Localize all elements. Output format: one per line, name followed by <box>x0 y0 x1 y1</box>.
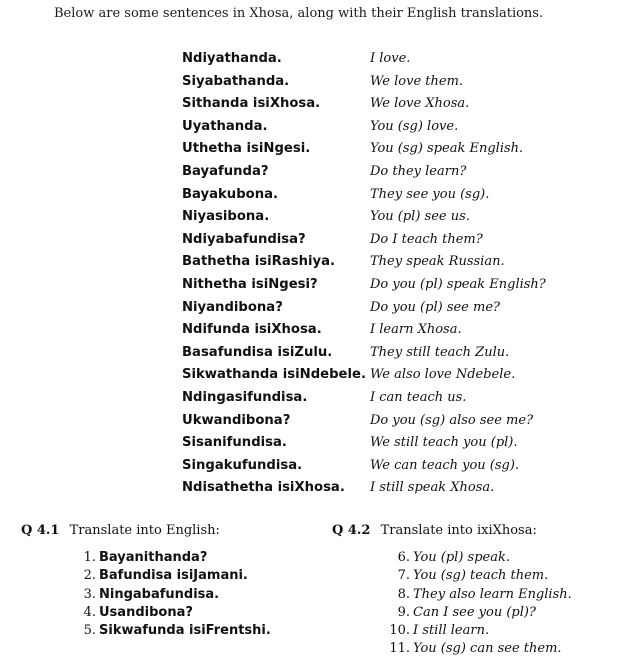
english-translation: I can teach us. <box>370 389 467 405</box>
xhosa-sentence: Uyathanda. <box>182 118 268 134</box>
xhosa-sentence: Bathetha isiRashiya. <box>182 254 335 270</box>
item-number: 8. <box>397 586 410 602</box>
xhosa-sentence: Bayakubona. <box>182 186 278 202</box>
item-number: 4. <box>83 604 96 620</box>
xhosa-sentence: Siyabathanda. <box>182 73 290 89</box>
english-translation: They still teach Zulu. <box>370 344 510 360</box>
item-number: 6. <box>397 550 410 565</box>
exercise-item <box>66 546 271 564</box>
item-number: 1. <box>83 550 96 565</box>
xhosa-sentence: Bayafunda? <box>182 163 269 179</box>
english-translation: Do you (sg) also see me? <box>370 412 534 428</box>
exercise-item <box>380 564 572 582</box>
english-translation: We love them. <box>370 73 464 89</box>
item-text: I still learn. <box>413 623 490 639</box>
exercise-item <box>66 564 271 582</box>
english-translation: You (pl) see us. <box>370 209 470 225</box>
english-translation: We still teach you (pl). <box>370 435 518 451</box>
exercise-item <box>380 583 572 601</box>
item-number: 9. <box>397 604 410 620</box>
question-4-1-list <box>66 546 271 637</box>
xhosa-sentence: Ndiyathanda. <box>182 51 282 66</box>
english-translation: I learn Xhosa. <box>370 322 462 338</box>
exercise-item <box>380 619 572 637</box>
xhosa-sentence: Niyandibona? <box>182 299 283 315</box>
item-number: 10. <box>389 623 410 639</box>
question-number: Q 4.2 <box>332 523 371 538</box>
exercise-item <box>380 546 572 564</box>
english-translation: I love. <box>370 51 411 66</box>
english-translation: They speak Russian. <box>370 254 505 270</box>
item-text: You (pl) speak. <box>413 550 510 565</box>
item-number: 3. <box>83 586 96 602</box>
exercise-item <box>380 601 572 619</box>
exercise-item <box>66 619 271 637</box>
item-text: Bafundisa isiJamani. <box>99 568 248 584</box>
english-translation: We love Xhosa. <box>370 96 470 112</box>
exercise-item <box>66 583 271 601</box>
english-translation: You (sg) speak English. <box>370 141 524 157</box>
item-number: 2. <box>83 568 96 584</box>
xhosa-sentence: Ndifunda isiXhosa. <box>182 322 322 338</box>
xhosa-sentence: Basafundisa isiZulu. <box>182 344 333 360</box>
english-translation: They see you (sg). <box>370 186 490 202</box>
item-text: Can I see you (pl)? <box>413 604 536 620</box>
english-translation: We also love Ndebele. <box>370 367 516 383</box>
xhosa-sentence: Ndiyabafundisa? <box>182 231 306 247</box>
xhosa-sentence: Uthetha isiNgesi. <box>182 141 311 157</box>
english-translation: Do they learn? <box>370 163 467 179</box>
xhosa-sentence: Niyasibona. <box>182 209 270 225</box>
xhosa-sentence: Sithanda isiXhosa. <box>182 96 321 112</box>
question-number: Q 4.1 <box>21 523 60 538</box>
question-4-1-heading <box>21 523 220 538</box>
xhosa-sentence: Singakufundisa. <box>182 457 303 473</box>
english-translation: Do you (pl) see me? <box>370 299 500 315</box>
item-text: Sikwafunda isiFrentshi. <box>99 623 271 639</box>
xhosa-sentence: Ukwandibona? <box>182 412 291 428</box>
exercise-item <box>66 601 271 619</box>
question-4-2-list <box>380 546 572 656</box>
item-text: You (sg) teach them. <box>413 568 549 584</box>
english-translation: I still speak Xhosa. <box>370 480 495 496</box>
english-translation: You (sg) love. <box>370 118 459 134</box>
english-translation: We can teach you (sg). <box>370 457 520 473</box>
english-translation: Do you (pl) speak English? <box>370 276 546 292</box>
item-number: 7. <box>397 568 410 584</box>
item-text: Usandibona? <box>99 604 193 620</box>
english-translation: Do I teach them? <box>370 231 483 247</box>
intro-text: Below are some sentences in Xhosa, along with their English translations. <box>54 6 544 21</box>
xhosa-sentence: Ndingasifundisa. <box>182 389 308 405</box>
xhosa-sentence: Ndisathetha isiXhosa. <box>182 480 345 496</box>
xhosa-sentence: Sikwathanda isiNdebele. <box>182 367 366 383</box>
item-text: Ningabafundisa. <box>99 586 220 602</box>
question-prompt: Translate into English: <box>69 523 220 538</box>
question-prompt: Translate into ixiXhosa: <box>380 523 537 538</box>
xhosa-sentence: Sisanifundisa. <box>182 435 287 451</box>
item-text: You (sg) can see them. <box>413 641 562 657</box>
item-text: Bayanithanda? <box>99 550 208 565</box>
question-4-2-heading <box>332 523 537 538</box>
item-text: They also learn English. <box>413 586 572 602</box>
item-number: 5. <box>83 623 96 639</box>
exercise-item <box>380 637 572 655</box>
xhosa-sentence: Nithetha isiNgesi? <box>182 276 318 292</box>
item-number: 11. <box>389 641 410 657</box>
